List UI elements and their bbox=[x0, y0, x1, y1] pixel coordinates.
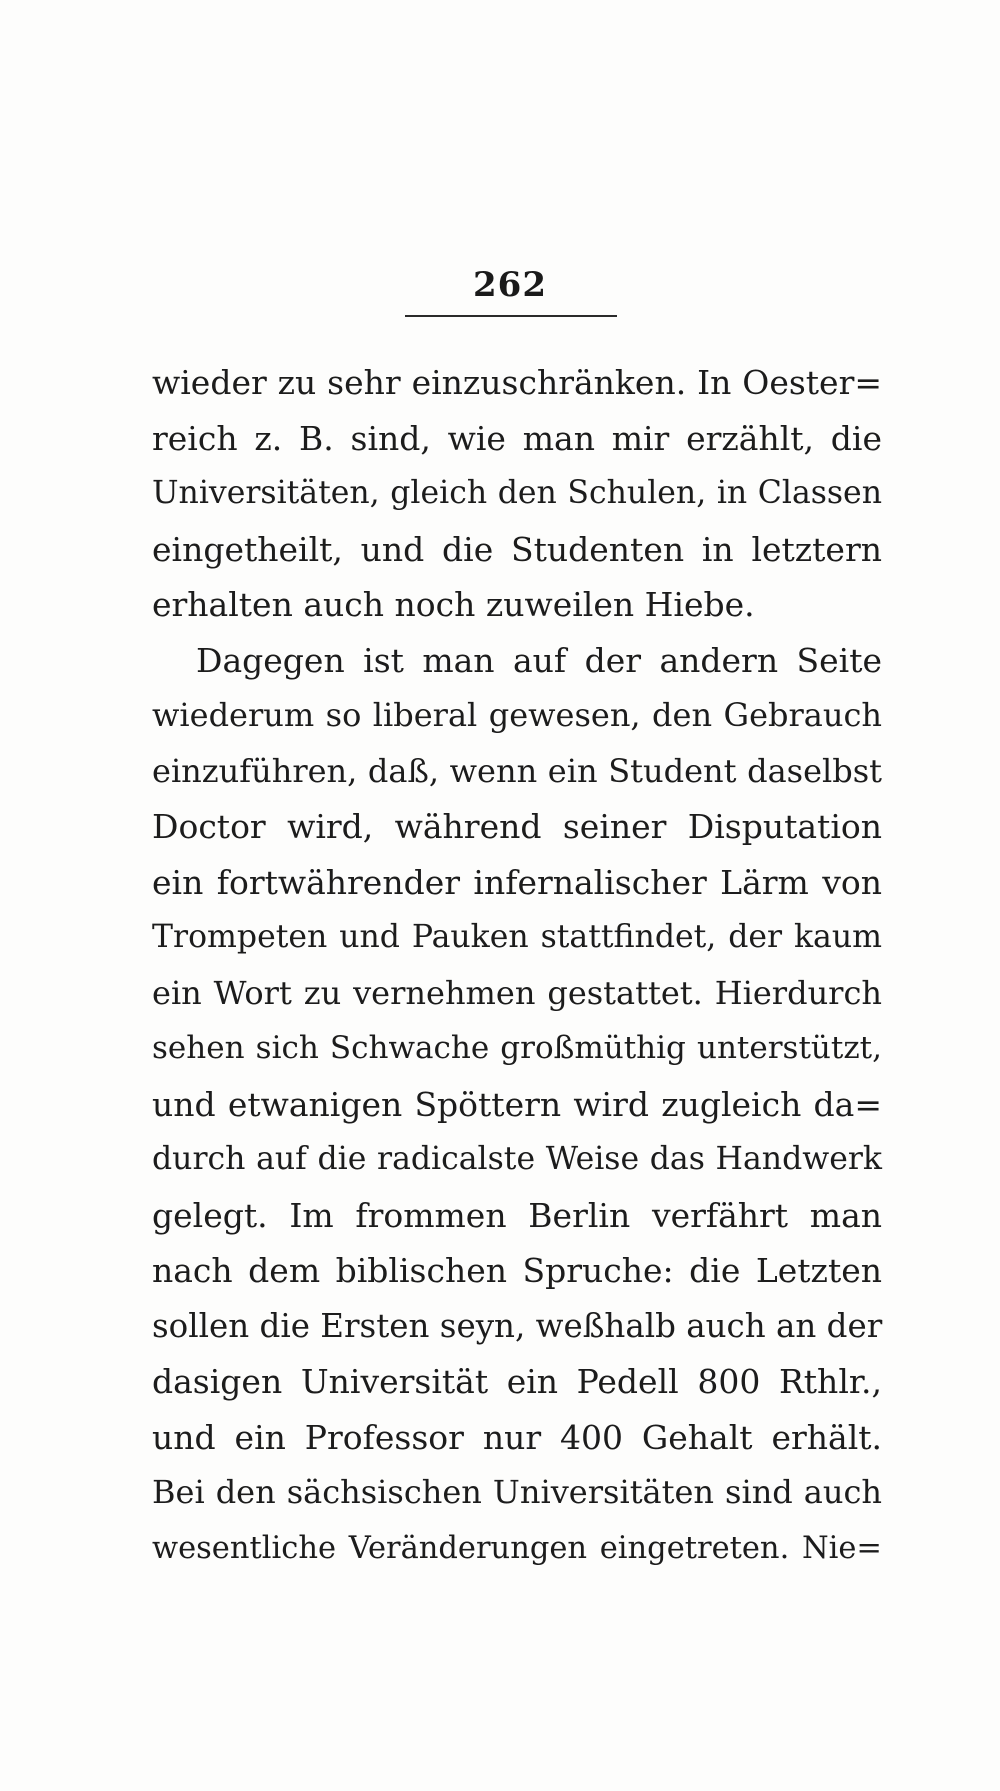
text-line: wieder zu sehr einzuschränken. In Oester= bbox=[152, 363, 882, 402]
text-line: Bei den sächsischen Universitäten sind auch bbox=[152, 1473, 882, 1511]
body-text bbox=[152, 355, 882, 1576]
text-line: reich z. B. sind, wie man mir erzählt, die bbox=[152, 418, 882, 458]
text-line: Trompeten und Pauken stattfindet, der kaum bbox=[152, 919, 882, 955]
text-line: sollen die Ersten seyn, weßhalb auch an der bbox=[152, 1306, 883, 1345]
text-line: und etwanigen Spöttern wird zugleich da= bbox=[152, 1084, 882, 1124]
header-rule bbox=[405, 315, 617, 317]
text-line: gelegt. Im frommen Berlin verfährt man bbox=[152, 1195, 882, 1235]
text-line: Doctor wird, während seiner Disputation bbox=[152, 807, 882, 846]
text-line: nach dem biblischen Spruche: die Letzten bbox=[152, 1251, 882, 1290]
text-line: eingetheilt, und die Studenten in letztern bbox=[152, 529, 882, 569]
text-line: ein fortwährender infernalischer Lärm von bbox=[152, 862, 882, 902]
text-line: sehen sich Schwache großmüthig unterstützt, bbox=[152, 1030, 882, 1066]
text-line: Dagegen ist man auf der andern Seite bbox=[196, 640, 882, 680]
text-line: dasigen Universität ein Pedell 800 Rthlr., bbox=[152, 1362, 882, 1401]
text-line: Universitäten, gleich den Schulen, in Classen bbox=[152, 475, 882, 511]
text-line: und ein Professor nur 400 Gehalt erhält. bbox=[152, 1417, 882, 1457]
page-number: 262 bbox=[473, 265, 547, 305]
text-line: ein Wort zu vernehmen gestattet. Hierdurch bbox=[152, 973, 882, 1012]
text-line: einzuführen, daß, wenn ein Student daselbst bbox=[152, 751, 882, 790]
text-line: wiederum so liberal gewesen, den Gebrauch bbox=[152, 696, 882, 734]
text-line: wesentliche Veränderungen eingetreten. Nie= bbox=[152, 1530, 882, 1566]
text-line: erhalten auch noch zuweilen Hiebe. bbox=[152, 585, 755, 624]
text-line: durch auf die radicalste Weise das Handwerk bbox=[152, 1141, 882, 1177]
